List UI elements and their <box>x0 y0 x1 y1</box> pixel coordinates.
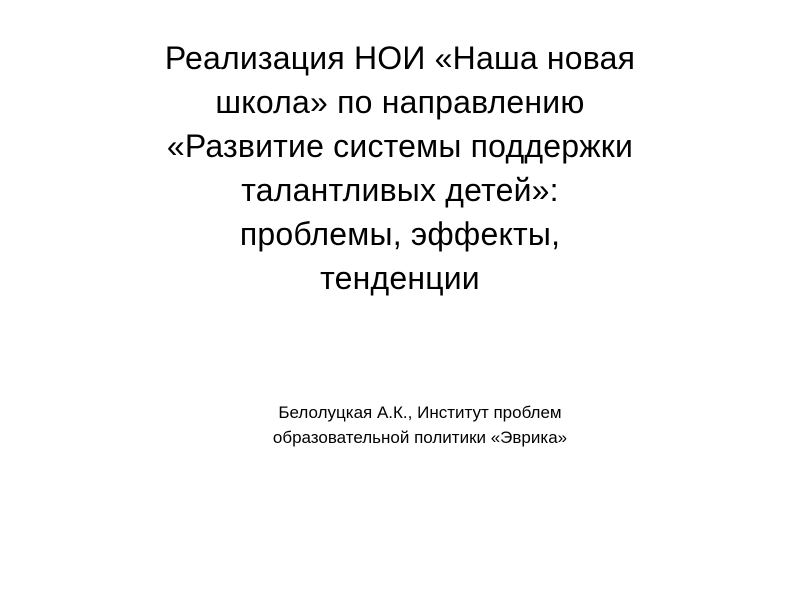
title-line-5: проблемы, эффекты, <box>239 216 561 252</box>
slide-subtitle <box>190 400 650 450</box>
slide-title <box>60 36 740 300</box>
title-line-2: школа» по направлению <box>215 84 585 120</box>
title-line-6: тенденции <box>320 260 480 296</box>
subtitle-line-2: образовательной политики «Эврика» <box>272 428 568 447</box>
title-line-4: талантливых детей»: <box>241 172 559 208</box>
title-line-1: Реализация НОИ «Наша новая <box>164 40 636 76</box>
subtitle-line-1: Белолуцкая А.К., Институт проблем <box>278 403 562 422</box>
title-line-3: «Развитие системы поддержки <box>166 128 634 164</box>
